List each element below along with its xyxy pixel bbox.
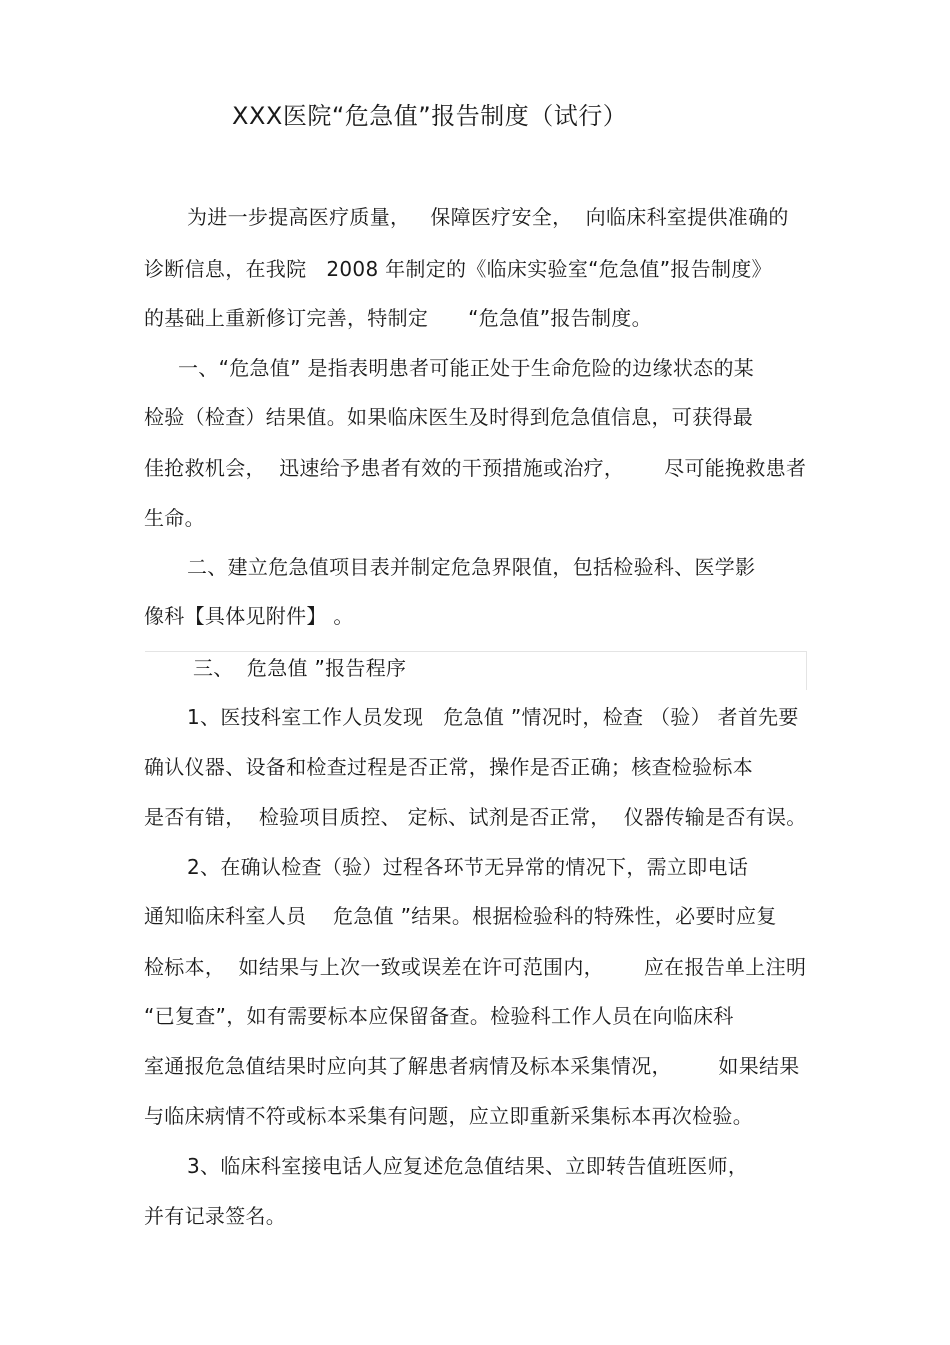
step-2-line-3: 检标本， 如结果与上次一致或误差在许可范围内， 应在报告单上注明 bbox=[144, 955, 807, 979]
step-2-line-4: “已复查”，如有需要标本应保留备查。检验科工作人员在向临床科 bbox=[144, 1004, 734, 1028]
step-3-line-2: 并有记录签名。 bbox=[144, 1204, 287, 1228]
item-1-line-1: 一、“危急值” 是指表明患者可能正处于生命危险的边缘状态的某 bbox=[178, 356, 755, 380]
step-3-line-1: 3、临床科室接电话人应复述危急值结果、立即转告值班医师， bbox=[187, 1154, 749, 1178]
document-title: XXX医院“危急值”报告制度（试行） bbox=[232, 102, 628, 130]
section-3-heading: 三、 危急值 ”报告程序 bbox=[193, 656, 407, 680]
item-2-line-2: 像科【具体见附件】 。 bbox=[144, 604, 354, 628]
step-2-line-1: 2、在确认检查（验）过程各环节无异常的情况下，需立即电话 bbox=[187, 855, 749, 879]
item-1-line-4: 生命。 bbox=[144, 506, 205, 530]
step-1-line-2: 确认仪器、设备和检查过程是否正常，操作是否正确；核查检验标本 bbox=[144, 755, 753, 779]
step-1-line-3: 是否有错， 检验项目质控、 定标、试剂是否正常， 仪器传输是否有误。 bbox=[144, 805, 807, 829]
intro-line-3: 的基础上重新修订完善，特制定 “危急值”报告制度。 bbox=[144, 306, 652, 330]
step-2-line-2: 通知临床科室人员 危急值 ”结果。根据检验科的特殊性，必要时应复 bbox=[144, 904, 777, 928]
step-1-line-1: 1、医技科室工作人员发现 危急值 ”情况时，检查 （验） 者首先要 bbox=[187, 705, 799, 729]
intro-line-1: 为进一步提高医疗质量， 保障医疗安全， 向临床科室提供准确的 bbox=[187, 205, 789, 229]
item-1-line-3: 佳抢救机会， 迅速给予患者有效的干预措施或治疗， 尽可能挽救患者 bbox=[144, 456, 807, 480]
intro-line-2: 诊断信息，在我院 2008 年制定的《临床实验室“危急值”报告制度》 bbox=[144, 257, 772, 281]
item-2-line-1: 二、建立危急值项目表并制定危急界限值，包括检验科、医学影 bbox=[187, 555, 756, 579]
step-2-line-6: 与临床病情不符或标本采集有问题，应立即重新采集标本再次检验。 bbox=[144, 1104, 753, 1128]
step-2-line-5: 室通报危急值结果时应向其了解患者病情及标本采集情况， 如果结果 bbox=[144, 1054, 800, 1078]
item-1-line-2: 检验（检查）结果值。如果临床医生及时得到危急值信息，可获得最 bbox=[144, 405, 753, 429]
